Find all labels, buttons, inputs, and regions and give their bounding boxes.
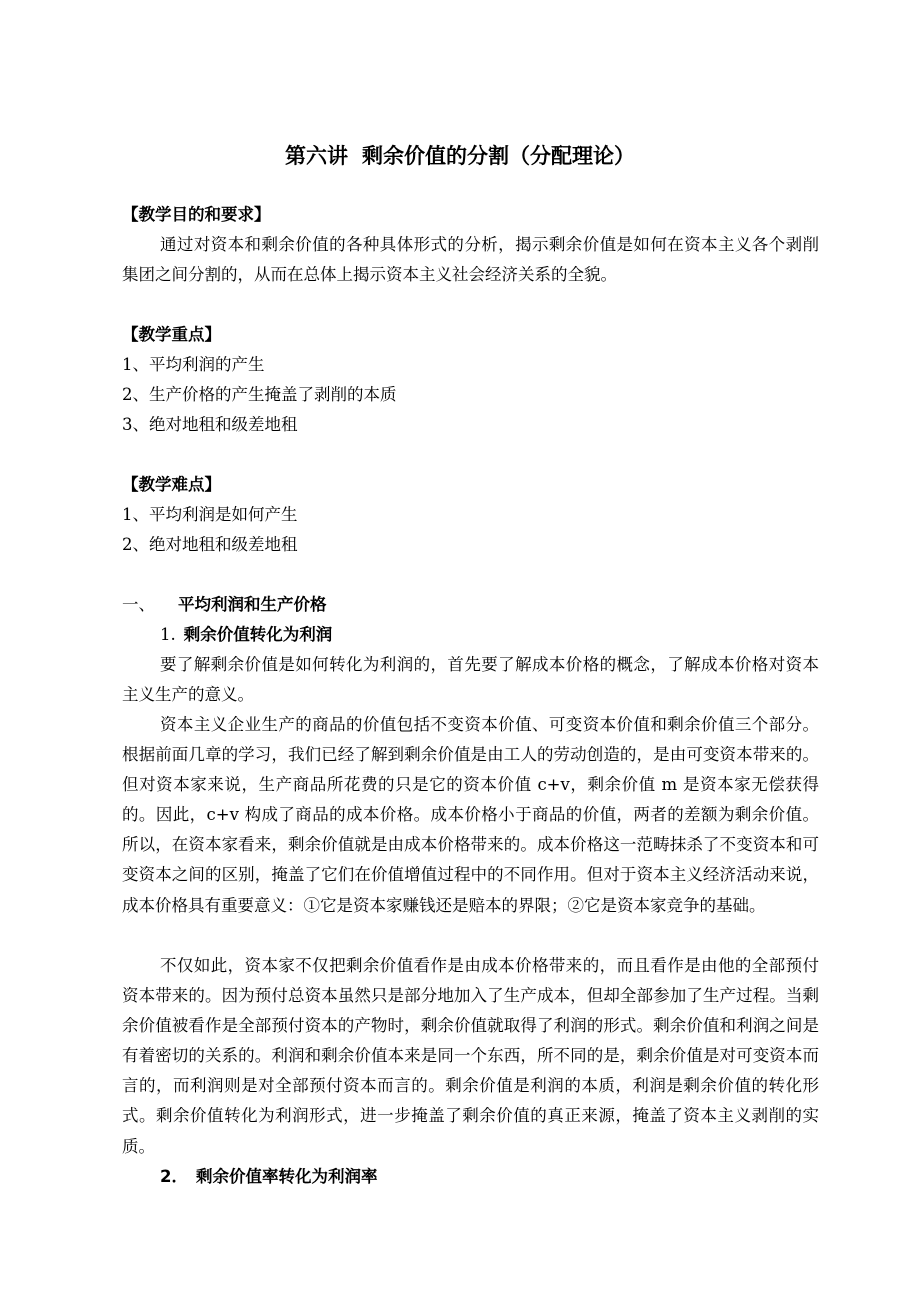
objectives-heading: 【教学目的和要求】 xyxy=(122,205,271,224)
lecture-title: 剩余价值的分割（分配理论） xyxy=(362,144,635,168)
key-point-item: 3、绝对地租和级差地租 xyxy=(122,415,298,434)
difficulties-heading: 【教学难点】 xyxy=(122,475,221,494)
key-point-item: 1、平均利润的产生 xyxy=(122,355,265,374)
section-heading xyxy=(122,590,822,620)
difficulty-item: 2、绝对地租和级差地租 xyxy=(122,535,298,554)
lecture-number: 第六讲 xyxy=(285,144,348,168)
subsection-title: 剩余价值转化为利润 xyxy=(183,625,333,644)
objectives-paragraph: 通过对资本和剩余价值的各种具体形式的分析，揭示剩余价值是如何在资本主义各个剥削集团之间分割的，从而在总体上揭示资本主义社会经济关系的全貌。 xyxy=(122,235,819,285)
key-points-heading: 【教学重点】 xyxy=(122,325,221,344)
subsection-heading xyxy=(160,620,822,650)
subsection-title: 剩余价值率转化为利润率 xyxy=(195,1167,378,1186)
key-point-item: 2、生产价格的产生掩盖了剥削的本质 xyxy=(122,385,397,404)
section-title: 平均利润和生产价格 xyxy=(178,595,327,614)
subsection-heading xyxy=(160,1162,822,1192)
subsection-number: 2． xyxy=(160,1167,188,1186)
section-number: 一、 xyxy=(122,595,155,614)
body-paragraph: 资本主义企业生产的商品的价值包括不变资本价值、可变资本价值和剩余价值三个部分。根据前面几章的学习，我们已经了解到剩余价值是由工人的劳动创造的，是由可变资本带来的。但对资本家来说，生产商品所花费的只是它的资本价值 c+v，剩余价值 m 是资本家无偿获得的。因此，c+v 构成了商品的成本价格。成本价格小于商品的价值，两者的差额为剩余价值。所以，在资本家看来，剩余价值就是由成本价格带来的。成本价格这一范畴抹杀了不变资本和可变资本之间的区别，掩盖了它们在价值增值过程中的不同作用。但对于资本主义经济活动来说，成本价格具有重要意义：①它是资本家赚钱还是赔本的界限；②它是资本家竞争的基础。 xyxy=(122,715,819,915)
body-paragraph: 不仅如此，资本家不仅把剩余价值看作是由成本价格带来的，而且看作是由他的全部预付资本带来的。因为预付总资本虽然只是部分地加入了生产成本，但却全部参加了生产过程。当剩余价值被看作是全部预付资本的产物时，剩余价值就取得了利润的形式。剩余价值和利润之间是有着密切的关系的。利润和剩余价值本来是同一个东西，所不同的是，剩余价值是对可变资本而言的，而利润则是对全部预付资本而言的。剩余价值是利润的本质，利润是剩余价值的转化形式。剩余价值转化为利润形式，进一步掩盖了剩余价值的真正来源，掩盖了资本主义剥削的实质。 xyxy=(122,956,819,1156)
body-paragraph: 要了解剩余价值是如何转化为利润的，首先要了解成本价格的概念，了解成本价格对资本主义生产的意义。 xyxy=(122,655,819,705)
difficulty-item: 1、平均利润是如何产生 xyxy=(122,505,298,524)
subsection-number: 1. xyxy=(160,625,176,644)
page-title xyxy=(0,138,920,174)
